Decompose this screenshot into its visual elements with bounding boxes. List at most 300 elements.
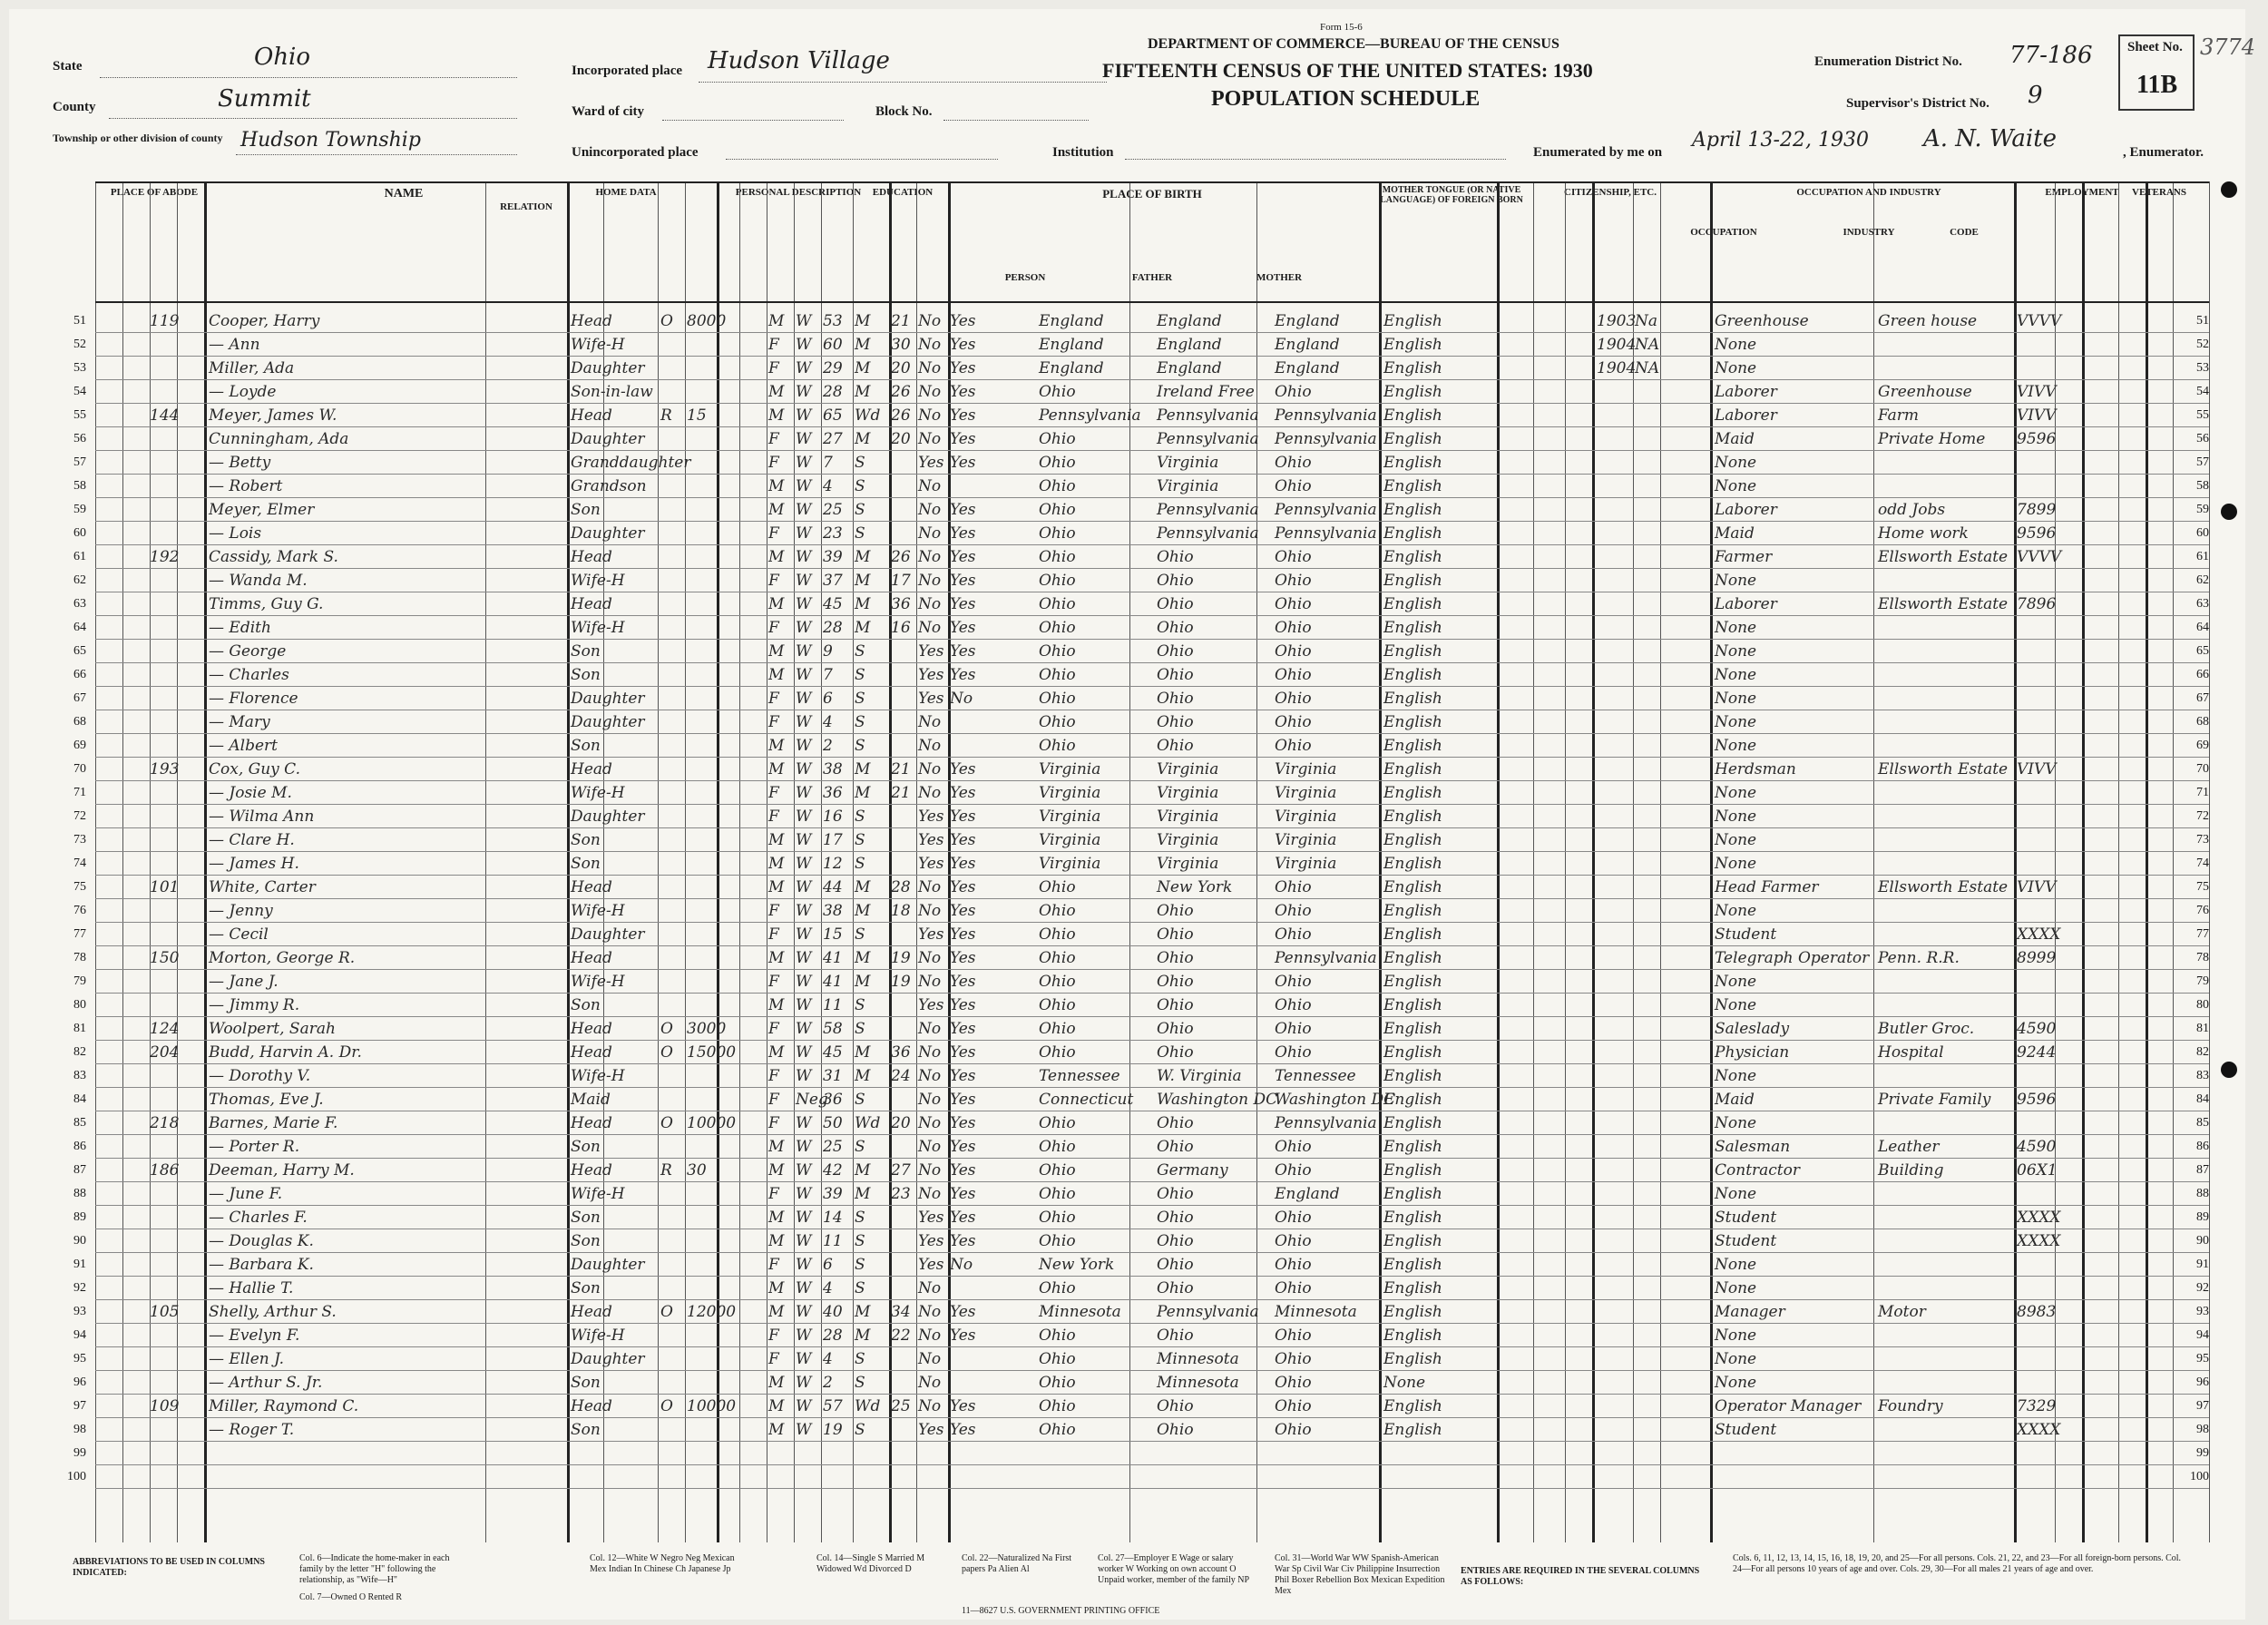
- line-number: 73: [73, 833, 86, 847]
- cell-name: — Betty: [209, 454, 271, 472]
- cell-name: Meyer, Elmer: [209, 501, 315, 519]
- cell-sch: No: [918, 784, 942, 802]
- line-number-right: 65: [2196, 644, 2209, 658]
- cell-rel: Wife-H: [571, 1326, 625, 1345]
- cell-ms: S: [855, 1374, 865, 1392]
- cell-ms: M: [855, 1326, 871, 1345]
- line-number: 54: [73, 385, 86, 398]
- cell-age: 2: [823, 1374, 833, 1392]
- cell-rd: Yes: [950, 642, 976, 661]
- cell-race: W: [796, 572, 812, 590]
- cell-mb: Pennsylvania: [1275, 406, 1377, 425]
- cell-occ: None: [1715, 1185, 1757, 1203]
- cell-sch: No: [918, 760, 942, 778]
- cell-rd: Yes: [950, 312, 976, 330]
- line-number-right: 56: [2196, 432, 2209, 445]
- cell-sex: M: [768, 1374, 785, 1392]
- cell-race: W: [796, 1421, 812, 1439]
- footer-col7: Col. 7—Owned O Rented R: [299, 1592, 403, 1602]
- cell-own: O: [660, 1303, 673, 1321]
- cell-lang: English: [1383, 1256, 1442, 1274]
- footer-col12: Col. 12—White W Negro Neg Mexican Mex Indian In Chinese Ch Japanese Jp: [590, 1553, 735, 1574]
- table-row: [73, 310, 2209, 334]
- cell-age: 41: [823, 949, 843, 967]
- cell-occ: Student: [1715, 925, 1777, 944]
- cell-lang: English: [1383, 878, 1442, 896]
- cell-lang: English: [1383, 855, 1442, 873]
- cell-mb: Virginia: [1275, 808, 1337, 826]
- cell-sex: M: [768, 477, 785, 495]
- cell-rel: Daughter: [571, 1256, 645, 1274]
- cell-lang: English: [1383, 1350, 1442, 1368]
- cell-age: 4: [823, 713, 833, 731]
- cell-mb: Virginia: [1275, 831, 1337, 849]
- table-row: [73, 924, 2209, 947]
- cell-bp: Ohio: [1039, 737, 1076, 755]
- cell-lang: English: [1383, 973, 1442, 991]
- enumerated-date: April 13-22, 1930: [1692, 129, 1869, 152]
- cell-fb: Pennsylvania: [1157, 1303, 1259, 1321]
- cell-race: W: [796, 1161, 812, 1180]
- cell-rd: Yes: [950, 1421, 976, 1439]
- line-number-right: 70: [2196, 762, 2209, 776]
- line-number: 80: [73, 998, 86, 1012]
- line-number-right: 83: [2196, 1069, 2209, 1082]
- cell-bp: Virginia: [1039, 784, 1101, 802]
- cell-mb: Ohio: [1275, 1397, 1312, 1415]
- cell-name: Barnes, Marie F.: [209, 1114, 338, 1132]
- cell-bp: Ohio: [1039, 1209, 1076, 1227]
- cell-bp: Ohio: [1039, 713, 1076, 731]
- cell-rd: Yes: [950, 1138, 976, 1156]
- cell-fb: Ohio: [1157, 1138, 1194, 1156]
- cell-occ: None: [1715, 996, 1757, 1014]
- line-number: 87: [73, 1163, 86, 1177]
- cell-name: — Barbara K.: [209, 1256, 314, 1274]
- cell-mb: Pennsylvania: [1275, 430, 1377, 448]
- cell-mb: Ohio: [1275, 973, 1312, 991]
- cell-rel: Head: [571, 1303, 612, 1321]
- cell-fb: Ohio: [1157, 1397, 1194, 1415]
- cell-ms: M: [855, 1161, 871, 1180]
- cell-sch: Yes: [918, 454, 944, 472]
- cell-bp: Ohio: [1039, 1397, 1076, 1415]
- cell-dw: 144: [150, 406, 180, 425]
- cell-sex: F: [768, 572, 779, 590]
- cell-occ: None: [1715, 737, 1757, 755]
- col-veterans: VETERANS: [2132, 187, 2186, 198]
- cell-ind: Private Family: [1878, 1091, 1991, 1109]
- line-number: 67: [73, 691, 86, 705]
- table-row: [73, 688, 2209, 711]
- cell-age: 16: [823, 808, 843, 826]
- cell-sex: F: [768, 1256, 779, 1274]
- cell-bp: Ohio: [1039, 878, 1076, 896]
- cell-fb: England: [1157, 336, 1222, 354]
- cell-fb: Virginia: [1157, 784, 1219, 802]
- line-number-right: 72: [2196, 809, 2209, 823]
- cell-bp: Tennessee: [1039, 1067, 1120, 1085]
- cell-nat: NA: [1635, 359, 1660, 377]
- cell-age: 36: [823, 784, 843, 802]
- cell-rel: Son: [571, 996, 601, 1014]
- line-number-right: 68: [2196, 715, 2209, 729]
- cell-race: W: [796, 1303, 812, 1321]
- line-number-right: 91: [2196, 1258, 2209, 1271]
- cell-own: O: [660, 1397, 673, 1415]
- col-personal: PERSONAL DESCRIPTION: [735, 187, 862, 198]
- line-number: 61: [73, 550, 86, 563]
- cell-age: 6: [823, 1256, 833, 1274]
- cell-am: 34: [891, 1303, 911, 1321]
- cell-lang: English: [1383, 1209, 1442, 1227]
- cell-race: W: [796, 760, 812, 778]
- cell-code: XXXX: [2017, 1421, 2061, 1439]
- cell-sex: F: [768, 524, 779, 543]
- cell-lang: English: [1383, 666, 1442, 684]
- punch-hole: [2221, 181, 2237, 198]
- cell-bp: Ohio: [1039, 383, 1076, 401]
- cell-dw: 193: [150, 760, 180, 778]
- department-title: DEPARTMENT OF COMMERCE—BUREAU OF THE CENSUS: [1148, 36, 1559, 52]
- cell-sch: No: [918, 1020, 942, 1038]
- col-tongue: MOTHER TONGUE (OR NATIVE LANGUAGE) OF FOREIGN BORN: [1380, 185, 1523, 205]
- cell-name: — Jenny: [209, 902, 273, 920]
- cell-val: 8000: [687, 312, 727, 330]
- cell-bp: Virginia: [1039, 855, 1101, 873]
- cell-rd: Yes: [950, 1114, 976, 1132]
- line-number-right: 94: [2196, 1328, 2209, 1342]
- table-row: [67, 1466, 2209, 1490]
- cell-lang: English: [1383, 501, 1442, 519]
- cell-rel: Wife-H: [571, 572, 625, 590]
- cell-ms: S: [855, 642, 865, 661]
- cell-sch: Yes: [918, 642, 944, 661]
- cell-name: Deeman, Harry M.: [209, 1161, 355, 1180]
- table-row: [73, 1325, 2209, 1348]
- cell-sex: M: [768, 855, 785, 873]
- cell-rel: Son: [571, 737, 601, 755]
- cell-mb: Ohio: [1275, 878, 1312, 896]
- line-number: 91: [73, 1258, 86, 1271]
- line-number: 93: [73, 1305, 86, 1318]
- county-label: County: [53, 100, 96, 114]
- sd-value: 9: [2028, 82, 2043, 109]
- cell-race: W: [796, 855, 812, 873]
- punch-hole: [2221, 504, 2237, 520]
- cell-mb: Ohio: [1275, 1232, 1312, 1250]
- cell-name: Cassidy, Mark S.: [209, 548, 338, 566]
- cell-sex: F: [768, 925, 779, 944]
- cell-bp: Ohio: [1039, 430, 1076, 448]
- cell-fb: Ohio: [1157, 642, 1194, 661]
- cell-rd: Yes: [950, 1161, 976, 1180]
- cell-ind: Green house: [1878, 312, 1978, 330]
- table-row: [73, 1395, 2209, 1419]
- table-row: [73, 1254, 2209, 1277]
- cell-sex: M: [768, 406, 785, 425]
- cell-lang: English: [1383, 1043, 1442, 1062]
- cell-occ: Student: [1715, 1209, 1777, 1227]
- cell-name: — George: [209, 642, 287, 661]
- cell-code: VIVV: [2017, 406, 2057, 425]
- line-number-right: 100: [2190, 1470, 2209, 1483]
- line-number: 63: [73, 597, 86, 611]
- cell-age: 57: [823, 1397, 843, 1415]
- line-number-right: 59: [2196, 503, 2209, 516]
- line-number-right: 75: [2196, 880, 2209, 894]
- cell-rd: Yes: [950, 548, 976, 566]
- cell-age: 25: [823, 501, 843, 519]
- cell-occ: None: [1715, 713, 1757, 731]
- township-label: Township or other division of county: [53, 132, 223, 144]
- cell-bp: Ohio: [1039, 642, 1076, 661]
- cell-sch: No: [918, 501, 942, 519]
- cell-name: — Wilma Ann: [209, 808, 315, 826]
- cell-ms: S: [855, 713, 865, 731]
- table-row: [73, 452, 2209, 475]
- cell-age: 37: [823, 572, 843, 590]
- grid-row-line: [95, 301, 2209, 303]
- cell-bp: England: [1039, 359, 1104, 377]
- cell-name: — James H.: [209, 855, 299, 873]
- line-number: 99: [73, 1446, 86, 1460]
- cell-name: Cox, Guy C.: [209, 760, 300, 778]
- cell-age: 7: [823, 666, 833, 684]
- cell-mb: Pennsylvania: [1275, 524, 1377, 543]
- line-number-right: 96: [2196, 1375, 2209, 1389]
- cell-rel: Wife-H: [571, 784, 625, 802]
- cell-am: 23: [891, 1185, 911, 1203]
- cell-am: 20: [891, 1114, 911, 1132]
- footer-col14: Col. 14—Single S Married M Widowed Wd Divorced D: [816, 1553, 925, 1574]
- cell-code: 9596: [2017, 1091, 2057, 1109]
- footer-print: 11—8627 U.S. GOVERNMENT PRINTING OFFICE: [962, 1606, 1160, 1616]
- cell-am: 21: [891, 784, 911, 802]
- cell-occ: Manager: [1715, 1303, 1785, 1321]
- cell-dw: 119: [150, 312, 180, 330]
- cell-ms: Wd: [855, 406, 881, 425]
- table-row: [73, 1183, 2209, 1207]
- cell-ms: M: [855, 902, 871, 920]
- cell-fb: Pennsylvania: [1157, 406, 1259, 425]
- cell-rel: Head: [571, 760, 612, 778]
- cell-val: 10000: [687, 1397, 737, 1415]
- table-row: [73, 381, 2209, 405]
- table-row: [73, 1160, 2209, 1183]
- cell-rd: Yes: [950, 973, 976, 991]
- cell-ms: S: [855, 737, 865, 755]
- cell-rd: No: [950, 1256, 973, 1274]
- cell-occ: None: [1715, 454, 1757, 472]
- cell-fb: Ohio: [1157, 572, 1194, 590]
- cell-mb: Ohio: [1275, 1161, 1312, 1180]
- line-number: 88: [73, 1187, 86, 1200]
- cell-race: W: [796, 690, 812, 708]
- line-number: 86: [73, 1140, 86, 1153]
- cell-bp: Ohio: [1039, 666, 1076, 684]
- table-row: [73, 546, 2209, 570]
- cell-lang: English: [1383, 949, 1442, 967]
- cell-bp: Ohio: [1039, 1374, 1076, 1392]
- cell-age: 50: [823, 1114, 843, 1132]
- footer-col27: Col. 27—Employer E Wage or salary worker W Working on own account O Unpaid worker, member of the family NP: [1098, 1553, 1250, 1585]
- col-home: HOME DATA: [595, 187, 657, 198]
- line-number-right: 84: [2196, 1092, 2209, 1106]
- cell-sex: M: [768, 1138, 785, 1156]
- cell-rd: Yes: [950, 925, 976, 944]
- cell-fb: Virginia: [1157, 808, 1219, 826]
- cell-mb: England: [1275, 312, 1340, 330]
- cell-bp: Ohio: [1039, 690, 1076, 708]
- cell-rel: Head: [571, 878, 612, 896]
- cell-code: 9596: [2017, 524, 2057, 543]
- cell-name: — Robert: [209, 477, 283, 495]
- cell-age: 11: [823, 996, 843, 1014]
- cell-bp: Ohio: [1039, 1350, 1076, 1368]
- cell-rd: Yes: [950, 878, 976, 896]
- cell-own: R: [660, 1161, 672, 1180]
- cell-fb: Virginia: [1157, 855, 1219, 873]
- cell-sch: No: [918, 1114, 942, 1132]
- cell-ms: S: [855, 690, 865, 708]
- cell-code: 7329: [2017, 1397, 2057, 1415]
- cell-rel: Daughter: [571, 690, 645, 708]
- cell-name: — Dorothy V.: [209, 1067, 311, 1085]
- table-row: [73, 664, 2209, 688]
- cell-fb: Ohio: [1157, 925, 1194, 944]
- cell-race: W: [796, 383, 812, 401]
- cell-bp: Ohio: [1039, 1421, 1076, 1439]
- line-number-right: 98: [2196, 1423, 2209, 1436]
- cell-bp: Ohio: [1039, 595, 1076, 613]
- cell-lang: English: [1383, 1138, 1442, 1156]
- cell-lang: English: [1383, 642, 1442, 661]
- cell-code: 9244: [2017, 1043, 2057, 1062]
- cell-am: 20: [891, 359, 911, 377]
- cell-occ: Herdsman: [1715, 760, 1796, 778]
- cell-rd: Yes: [950, 949, 976, 967]
- cell-sch: Yes: [918, 690, 944, 708]
- line-number: 52: [73, 338, 86, 351]
- cell-sch: No: [918, 312, 942, 330]
- cell-sex: M: [768, 1232, 785, 1250]
- cell-race: W: [796, 1043, 812, 1062]
- cell-ms: S: [855, 855, 865, 873]
- cell-yr: 1903: [1597, 312, 1637, 330]
- cell-rel: Son: [571, 1421, 601, 1439]
- cell-dw: 150: [150, 949, 180, 967]
- cell-dw: 105: [150, 1303, 180, 1321]
- cell-age: 39: [823, 548, 843, 566]
- cell-mb: Ohio: [1275, 1350, 1312, 1368]
- cell-name: Shelly, Arthur S.: [209, 1303, 337, 1321]
- cell-rd: Yes: [950, 383, 976, 401]
- cell-code: XXXX: [2017, 1209, 2061, 1227]
- col-occupation-group: OCCUPATION AND INDUSTRY: [1796, 187, 1941, 198]
- cell-mb: Ohio: [1275, 713, 1312, 731]
- cell-ms: M: [855, 572, 871, 590]
- cell-rd: Yes: [950, 808, 976, 826]
- cell-sex: M: [768, 548, 785, 566]
- cell-rd: Yes: [950, 501, 976, 519]
- cell-rel: Daughter: [571, 430, 645, 448]
- cell-race: W: [796, 1232, 812, 1250]
- cell-lang: English: [1383, 430, 1442, 448]
- cell-dw: 218: [150, 1114, 180, 1132]
- cell-occ: Physician: [1715, 1043, 1790, 1062]
- line-number-right: 74: [2196, 857, 2209, 870]
- cell-mb: Pennsylvania: [1275, 949, 1377, 967]
- cell-dw: 192: [150, 548, 180, 566]
- cell-rd: Yes: [950, 1326, 976, 1345]
- cell-am: 17: [891, 572, 911, 590]
- cell-mb: Ohio: [1275, 666, 1312, 684]
- cell-own: O: [660, 1043, 673, 1062]
- cell-sex: M: [768, 1161, 785, 1180]
- table-row: [73, 1301, 2209, 1325]
- line-number-right: 69: [2196, 739, 2209, 752]
- cell-mb: Ohio: [1275, 454, 1312, 472]
- line-number: 74: [73, 857, 86, 870]
- table-row: [73, 1348, 2209, 1372]
- state-label: State: [53, 59, 83, 73]
- cell-own: R: [660, 406, 672, 425]
- cell-fb: Ohio: [1157, 690, 1194, 708]
- cell-name: — Roger T.: [209, 1421, 295, 1439]
- cell-sch: Yes: [918, 1256, 944, 1274]
- cell-ms: S: [855, 1350, 865, 1368]
- cell-age: 45: [823, 595, 843, 613]
- cell-sex: F: [768, 902, 779, 920]
- table-row: [73, 1112, 2209, 1136]
- cell-sex: F: [768, 1185, 779, 1203]
- cell-rel: Head: [571, 595, 612, 613]
- cell-am: 16: [891, 619, 911, 637]
- cell-name: Morton, George R.: [209, 949, 356, 967]
- census-sheet: [9, 9, 2256, 1620]
- cell-rd: Yes: [950, 996, 976, 1014]
- footer-entries-title: ENTRIES ARE REQUIRED IN THE SEVERAL COLUMNS AS FOLLOWS:: [1461, 1566, 1700, 1587]
- cell-am: 26: [891, 406, 911, 425]
- table-row: [73, 641, 2209, 664]
- footer-col22: Col. 22—Naturalized Na First papers Pa Alien Al: [962, 1553, 1072, 1574]
- cell-fb: Ohio: [1157, 1043, 1194, 1062]
- cell-bp: Ohio: [1039, 619, 1076, 637]
- cell-occ: Head Farmer: [1715, 878, 1819, 896]
- cell-sch: No: [918, 406, 942, 425]
- line-number: 75: [73, 880, 86, 894]
- cell-am: 36: [891, 595, 911, 613]
- table-row: [73, 1018, 2209, 1042]
- cell-fb: New York: [1157, 878, 1233, 896]
- line-number: 85: [73, 1116, 86, 1130]
- cell-rel: Wife-H: [571, 973, 625, 991]
- cell-ms: M: [855, 336, 871, 354]
- cell-name: — Mary: [209, 713, 270, 731]
- cell-age: 38: [823, 902, 843, 920]
- cell-age: 14: [823, 1209, 843, 1227]
- cell-mb: England: [1275, 359, 1340, 377]
- line-number: 62: [73, 573, 86, 587]
- table-row: [73, 1089, 2209, 1112]
- cell-occ: None: [1715, 477, 1757, 495]
- cell-lang: English: [1383, 1326, 1442, 1345]
- cell-ms: S: [855, 1256, 865, 1274]
- cell-name: — Albert: [209, 737, 279, 755]
- cell-race: W: [796, 878, 812, 896]
- cell-own: O: [660, 1020, 673, 1038]
